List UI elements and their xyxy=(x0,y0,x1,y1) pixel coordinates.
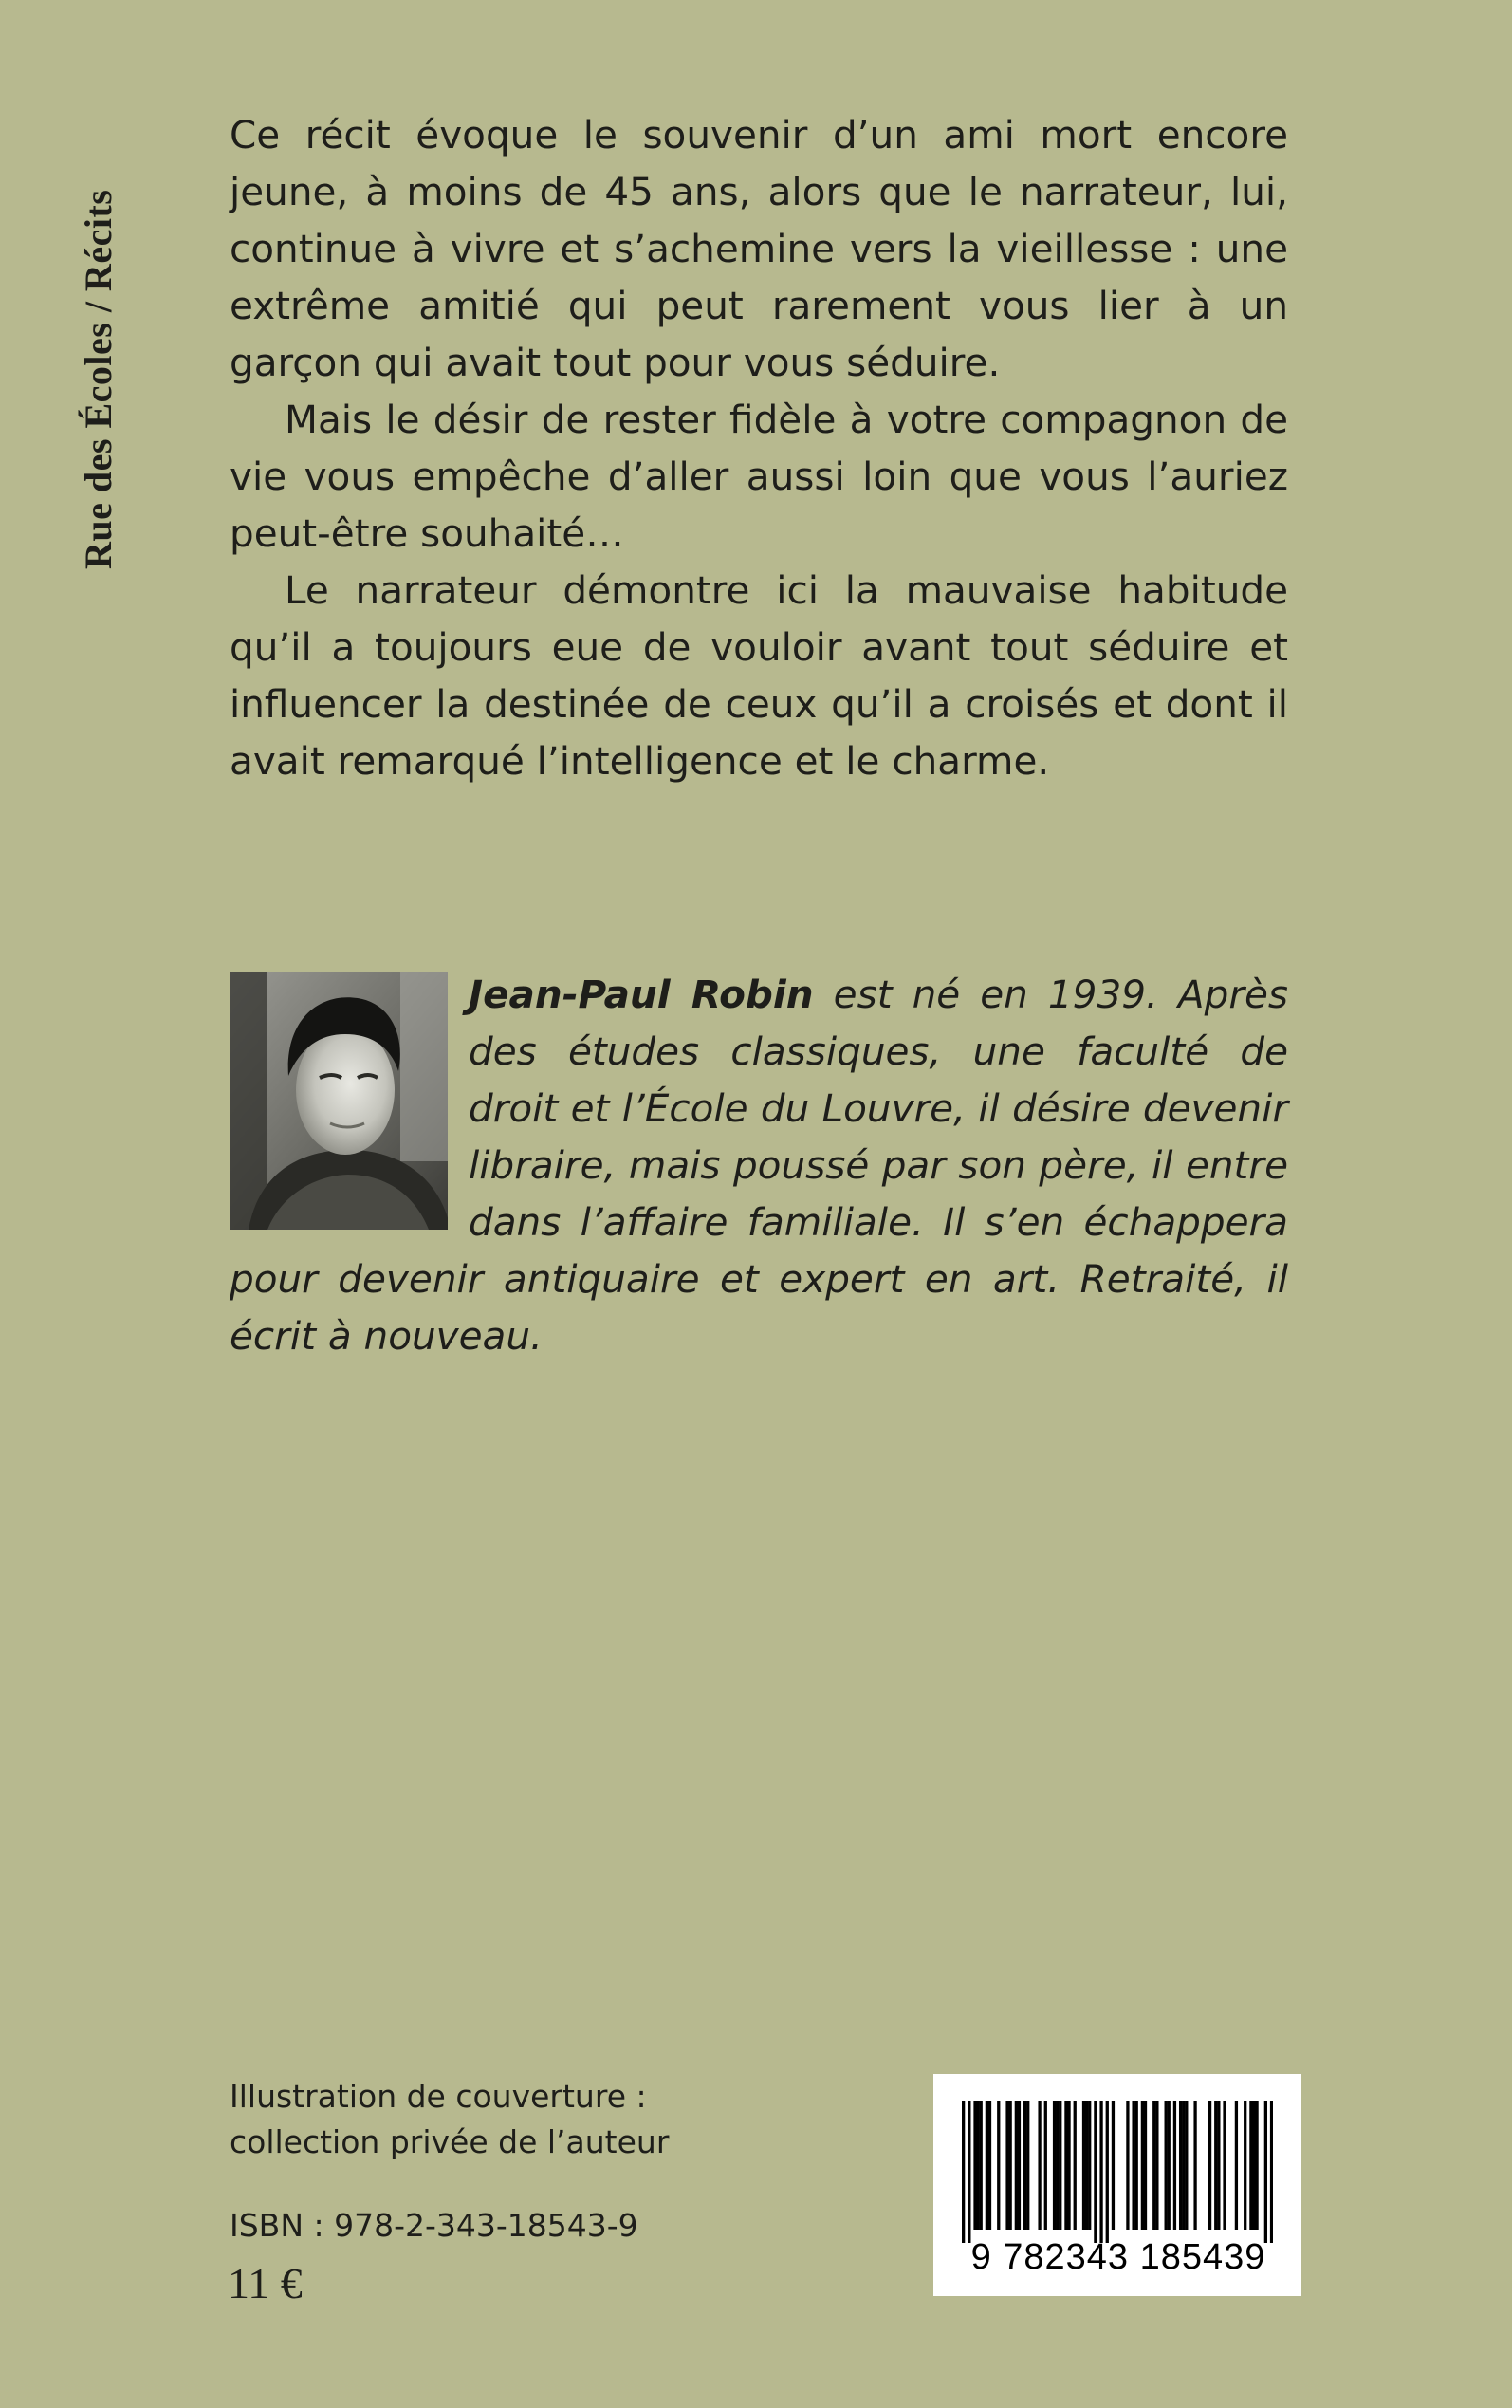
barcode-bar xyxy=(968,2101,970,2243)
barcode-bar xyxy=(1005,2101,1008,2230)
barcode-bar xyxy=(1165,2101,1168,2230)
barcode-bar xyxy=(980,2101,983,2230)
barcode-bar xyxy=(1152,2101,1155,2230)
author-bio-text: est né en 1939. Après des études classiques, une faculté de droit et l’École du Louvre, il désire devenir libraire, mais poussé par son père, il entre dans l’affaire familiale. Il s’en échappera pour devenir antiquaire et expert en art. Retraité, il écrit à nouveau. xyxy=(230,972,1288,1359)
barcode-bar xyxy=(976,2101,979,2230)
barcode-bar xyxy=(1088,2101,1091,2230)
barcode-bar xyxy=(1235,2101,1238,2230)
barcode-bar xyxy=(1208,2101,1211,2230)
barcode-bar xyxy=(1126,2101,1129,2230)
author-bio xyxy=(230,966,1288,1364)
barcode-bar xyxy=(1074,2101,1077,2230)
isbn: ISBN : 978-2-343-18543-9 xyxy=(230,2207,638,2244)
barcode-bar xyxy=(1173,2101,1176,2230)
barcode-bar xyxy=(1056,2101,1059,2230)
price: 11 € xyxy=(228,2259,303,2307)
barcode-bar xyxy=(1067,2101,1070,2230)
barcode-bar xyxy=(1009,2101,1012,2230)
barcode xyxy=(933,2074,1301,2296)
barcode-bar xyxy=(1018,2101,1021,2230)
summary-paragraph-3: Le narrateur démontre ici la mauvaise habitude qu’il a toujours eue de vouloir avant tout séduire et influencer la destinée de ceux qu’il a croisés et dont il avait remarqué l’intelligence et le charme. xyxy=(230,567,1288,784)
barcode-bar xyxy=(1244,2101,1246,2230)
barcode-bar xyxy=(986,2101,988,2230)
barcode-bar xyxy=(1023,2101,1026,2230)
barcode-bar xyxy=(1135,2101,1138,2230)
barcode-bar xyxy=(988,2101,991,2230)
barcode-bar xyxy=(1085,2101,1088,2230)
summary-paragraph-1: Ce récit évoque le souvenir d’un ami mort encore jeune, à moins de 45 ans, alors que le narrateur, lui, continue à vivre et s’achemine vers la vieillesse : une extrême amitié qui peut rarement vous lier à un garçon qui avait tout pour vous séduire. xyxy=(230,112,1288,385)
barcode-bar xyxy=(1053,2101,1056,2230)
barcode-bar xyxy=(1106,2101,1109,2243)
barcode-bar xyxy=(1214,2101,1217,2230)
barcode-bar xyxy=(1064,2101,1067,2230)
barcode-bar xyxy=(1094,2101,1097,2243)
barcode-bar xyxy=(973,2101,976,2230)
barcode-bar xyxy=(1132,2101,1134,2230)
barcode-bar xyxy=(1223,2101,1226,2230)
barcode-bar xyxy=(1270,2101,1273,2243)
cover-credit-line-1: Illustration de couverture : xyxy=(230,2078,647,2115)
cover-credits xyxy=(230,2074,669,2165)
barcode-bar xyxy=(1182,2101,1185,2230)
barcode-bar xyxy=(1168,2101,1171,2230)
barcode-bars xyxy=(962,2101,1273,2243)
barcode-bar xyxy=(1255,2101,1258,2230)
summary-paragraph-2: Mais le désir de rester fidèle à votre compagnon de vie vous empêche d’aller aussi loin que vous l’auriez peut-être souhaité… xyxy=(230,397,1288,556)
barcode-bar xyxy=(1026,2101,1029,2230)
author-name: Jean-Paul Robin xyxy=(469,972,814,1017)
barcode-bar xyxy=(1038,2101,1041,2230)
barcode-digits: 9 782343 185439 xyxy=(970,2237,1266,2277)
back-cover-summary xyxy=(230,106,1288,789)
barcode-bar xyxy=(1044,2101,1047,2230)
barcode-bar xyxy=(1082,2101,1085,2230)
barcode-bar xyxy=(1144,2101,1147,2230)
barcode-bar xyxy=(997,2101,1000,2230)
barcode-bar xyxy=(1015,2101,1018,2230)
barcode-bar xyxy=(1155,2101,1158,2230)
barcode-bar xyxy=(1059,2101,1061,2230)
barcode-bar xyxy=(962,2101,965,2243)
barcode-bar xyxy=(1141,2101,1144,2230)
author-photo xyxy=(230,972,448,1230)
barcode-bar xyxy=(1099,2101,1102,2243)
series-label: Rue des Écoles / Récits xyxy=(77,189,120,569)
barcode-bar xyxy=(1264,2101,1267,2243)
barcode-bar xyxy=(1112,2101,1115,2230)
barcode-bar xyxy=(1249,2101,1252,2230)
barcode-bar xyxy=(1185,2101,1188,2230)
barcode-bar xyxy=(1193,2101,1196,2230)
cover-credit-line-2: collection privée de l’auteur xyxy=(230,2123,670,2160)
barcode-bar xyxy=(1252,2101,1255,2230)
barcode-bar xyxy=(1217,2101,1220,2230)
barcode-bar xyxy=(1179,2101,1182,2230)
